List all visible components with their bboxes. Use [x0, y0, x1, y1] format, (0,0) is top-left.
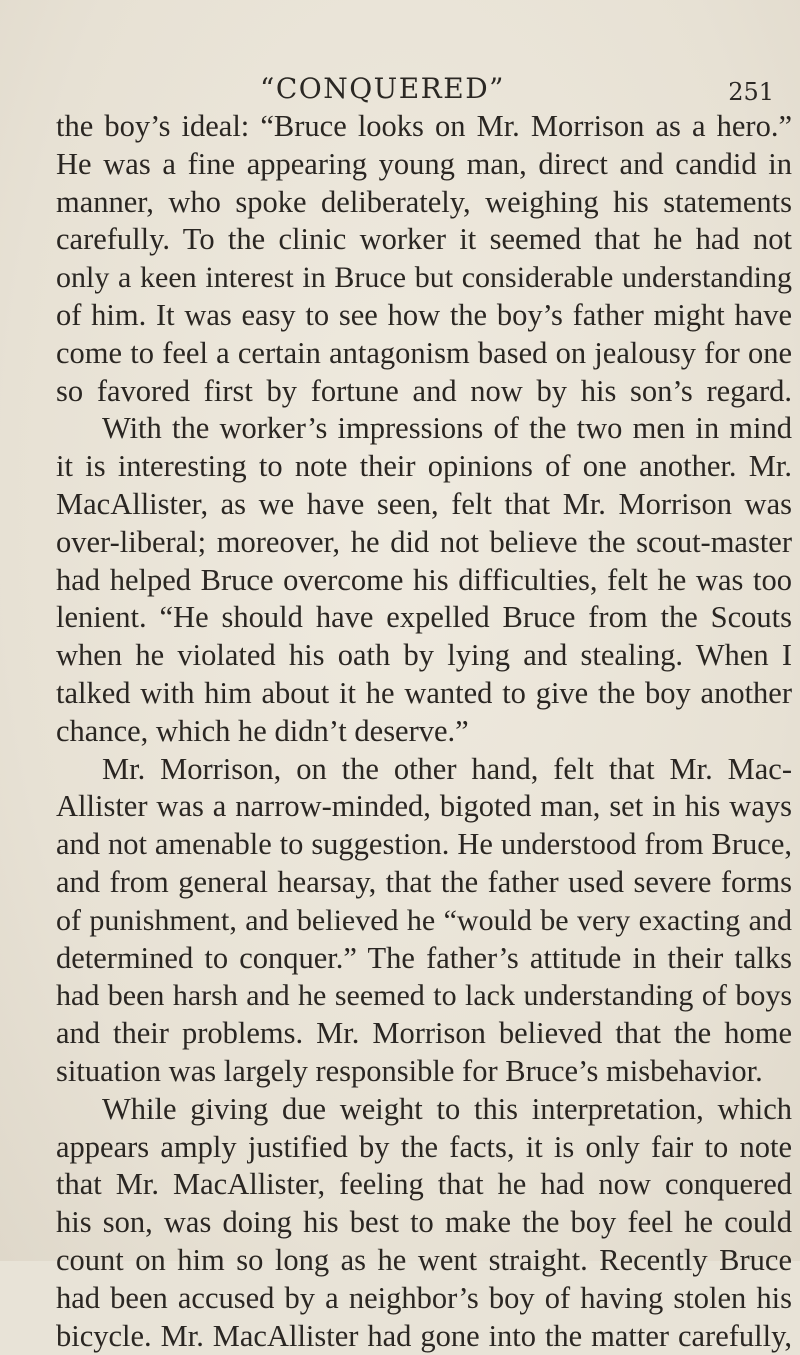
- text-line: While giving due weight to this interpretation, which: [56, 1091, 792, 1129]
- text-line: MacAllister, as we have seen, felt that Mr. Morrison was: [56, 486, 792, 524]
- text-line: so favored first by fortune and now by his son’s regard.: [56, 373, 792, 411]
- text-line: that Mr. MacAllister, feeling that he had now conquered: [56, 1166, 792, 1204]
- text-line: of punishment, and believed he “would be very exacting and: [56, 902, 792, 940]
- text-line: chance, which he didn’t deserve.”: [56, 713, 792, 751]
- text-line: the boy’s ideal: “Bruce looks on Mr. Morrison as a hero.”: [56, 108, 792, 146]
- page-number: 251: [728, 78, 774, 106]
- body-text: [56, 108, 792, 1355]
- text-line: it is interesting to note their opinions of one another. Mr.: [56, 448, 792, 486]
- text-line: bicycle. Mr. MacAllister had gone into the matter carefully,: [56, 1318, 792, 1355]
- text-line: only a keen interest in Bruce but considerable understanding: [56, 259, 792, 297]
- text-line: of him. It was easy to see how the boy’s father might have: [56, 297, 792, 335]
- running-title: “CONQUERED”: [260, 72, 505, 105]
- text-line: Mr. Morrison, on the other hand, felt that Mr. Mac-: [56, 751, 792, 789]
- running-head: [0, 72, 800, 112]
- text-line: Allister was a narrow-minded, bigoted man, set in his ways: [56, 788, 792, 826]
- text-line: determined to conquer.” The father’s attitude in their talks: [56, 940, 792, 978]
- text-line: and from general hearsay, that the father used severe forms: [56, 864, 792, 902]
- text-line: when he violated his oath by lying and stealing. When I: [56, 637, 792, 675]
- text-line: had been accused by a neighbor’s boy of having stolen his: [56, 1280, 792, 1318]
- text-line: and not amenable to suggestion. He understood from Bruce,: [56, 826, 792, 864]
- text-line: and their problems. Mr. Morrison believed that the home: [56, 1015, 792, 1053]
- text-line: situation was largely responsible for Bruce’s misbehavior.: [56, 1053, 792, 1091]
- text-line: With the worker’s impressions of the two men in mind: [56, 410, 792, 448]
- text-line: over-liberal; moreover, he did not believe the scout-master: [56, 524, 792, 562]
- text-line: manner, who spoke deliberately, weighing his statements: [56, 184, 792, 222]
- text-line: come to feel a certain antagonism based on jealousy for one: [56, 335, 792, 373]
- text-line: lenient. “He should have expelled Bruce from the Scouts: [56, 599, 792, 637]
- text-line: carefully. To the clinic worker it seemed that he had not: [56, 221, 792, 259]
- text-line: had helped Bruce overcome his difficulties, felt he was too: [56, 562, 792, 600]
- text-line: count on him so long as he went straight. Recently Bruce: [56, 1242, 792, 1280]
- text-line: He was a fine appearing young man, direct and candid in: [56, 146, 792, 184]
- text-line: appears amply justified by the facts, it is only fair to note: [56, 1129, 792, 1167]
- text-line: his son, was doing his best to make the boy feel he could: [56, 1204, 792, 1242]
- text-line: had been harsh and he seemed to lack understanding of boys: [56, 977, 792, 1015]
- text-line: talked with him about it he wanted to give the boy another: [56, 675, 792, 713]
